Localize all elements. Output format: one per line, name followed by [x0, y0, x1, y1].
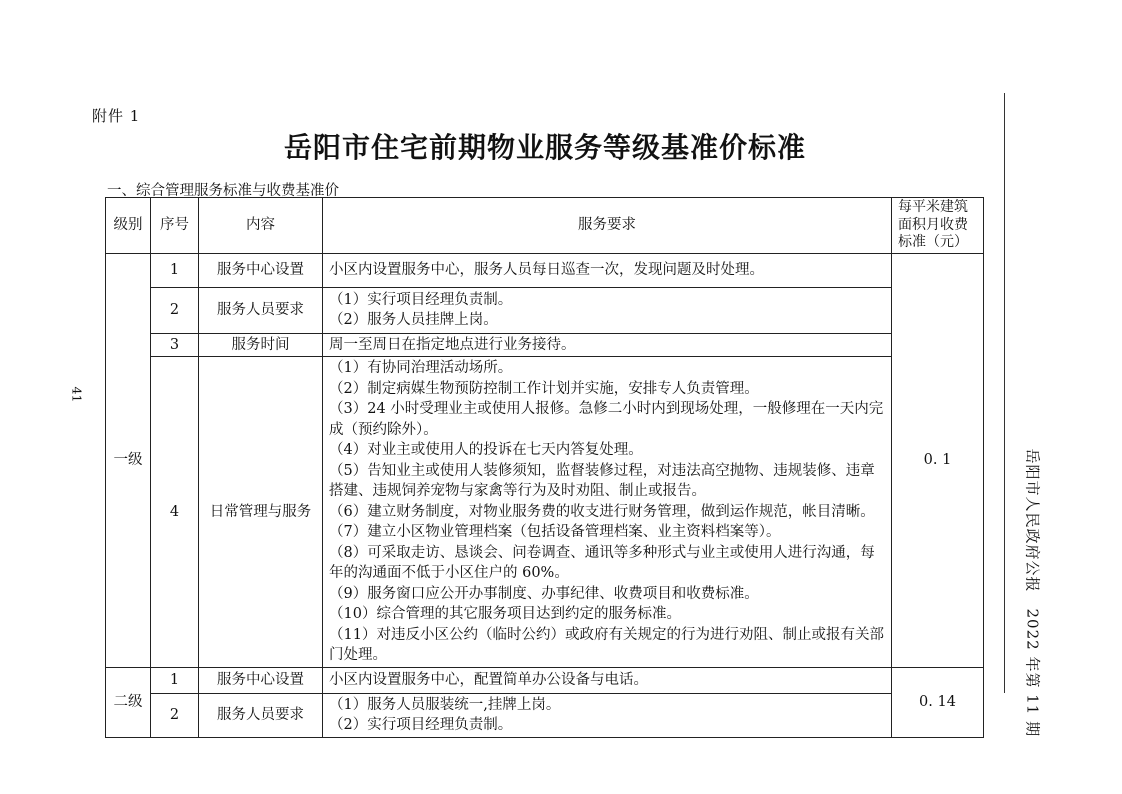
requirements-cell [323, 667, 892, 693]
header-requirements: 服务要求 [323, 198, 892, 254]
table-row [106, 333, 984, 357]
requirement-line: 小区内设置服务中心，配置简单办公设备与电话。 [329, 671, 648, 688]
requirement-line: 周一至周日在指定地点进行业务接待。 [329, 336, 576, 353]
requirements-cell [323, 287, 892, 333]
requirement-line: （11）对违反小区公约（临时公约）或政府有关规定的行为进行劝阻、制止或报有关部门处理。 [329, 626, 884, 663]
requirement-line: （10）综合管理的其它服务项目达到约定的服务标准。 [329, 606, 681, 622]
header-no: 序号 [151, 198, 199, 254]
table-row [106, 667, 984, 693]
level-cell-grade1: 一级 [106, 253, 151, 667]
page-number: 41 [69, 386, 85, 403]
content-cell: 服务人员要求 [199, 287, 323, 333]
table-row [106, 253, 984, 287]
header-level: 级别 [106, 198, 151, 254]
requirement-line: （1）服务人员服装统一,挂牌上岗。 [329, 696, 561, 713]
requirement-line: 小区内设置服务中心，服务人员每日巡查一次，发现问题及时处理。 [329, 261, 764, 278]
requirements-cell [323, 693, 892, 737]
table-row [106, 693, 984, 737]
header-content: 内容 [199, 198, 323, 254]
section-heading: 一、综合管理服务标准与收费基准价 [107, 183, 339, 199]
no-cell: 3 [151, 333, 199, 357]
content-cell: 服务人员要求 [199, 693, 323, 737]
requirement-line: （1）有协同治理活动场所。 [329, 360, 513, 376]
header-fee: 每平米建筑面积月收费标准（元） [892, 198, 984, 254]
no-cell: 2 [151, 287, 199, 333]
content-cell: 服务时间 [199, 333, 323, 357]
requirement-line: （2）服务人员挂牌上岗。 [329, 312, 498, 328]
requirement-line: （8）可采取走访、恳谈会、问卷调查、通讯等多种形式与业主或使用人进行沟通，每年的沟通面不低于小区住户的 60%。 [329, 544, 875, 581]
content-cell: 服务中心设置 [199, 667, 323, 693]
requirements-cell [323, 333, 892, 357]
requirements-cell [323, 357, 892, 668]
requirements-cell [323, 253, 892, 287]
journal-footer: 岳阳市人民政府公报 2022 年第 11 期 [1023, 448, 1042, 738]
requirement-line: （9）服务窗口应公开办事制度、办事纪律、收费项目和收费标准。 [329, 585, 759, 602]
content-cell: 日常管理与服务 [199, 357, 323, 668]
table-row [106, 287, 984, 333]
requirement-line: （6）建立财务制度，对物业服务费的收支进行财务管理，做到运作规范，帐目清晰。 [329, 503, 875, 520]
no-cell: 2 [151, 693, 199, 737]
page-title: 岳阳市住宅前期物业服务等级基准价标准 [283, 131, 806, 164]
requirement-line: （5）告知业主或使用人装修须知，监督装修过程，对违法高空抛物、违规装修、违章搭建、违规饲养宠物与家禽等行为及时劝阻、制止或报告。 [329, 462, 875, 499]
spine-divider-line [1004, 93, 1005, 693]
service-standards-table [105, 197, 984, 738]
requirement-line: （7）建立小区物业管理档案（包括设备管理档案、业主资料档案等）。 [329, 524, 781, 540]
requirement-line: （2）实行项目经理负责制。 [329, 717, 513, 733]
no-cell: 1 [151, 667, 199, 693]
level-cell-grade2: 二级 [106, 667, 151, 737]
table-row [106, 357, 984, 668]
requirement-line: （1）实行项目经理负责制。 [329, 291, 513, 308]
requirement-line: （4）对业主或使用人的投诉在七天内答复处理。 [329, 442, 643, 458]
attachment-label: 附件 1 [92, 107, 141, 125]
requirement-line: （2）制定病媒生物预防控制工作计划并实施，安排专人负责管理。 [329, 380, 759, 397]
content-cell: 服务中心设置 [199, 253, 323, 287]
table-header-row [106, 198, 984, 254]
no-cell: 1 [151, 253, 199, 287]
fee-cell-grade2: 0. 14 [892, 667, 984, 737]
fee-cell-grade1: 0. 1 [892, 253, 984, 667]
requirement-line: （3）24 小时受理业主或使用人报修。急修二小时内到现场处理，一般修理在一天内完成（预约除外）。 [329, 401, 884, 438]
no-cell: 4 [151, 357, 199, 668]
